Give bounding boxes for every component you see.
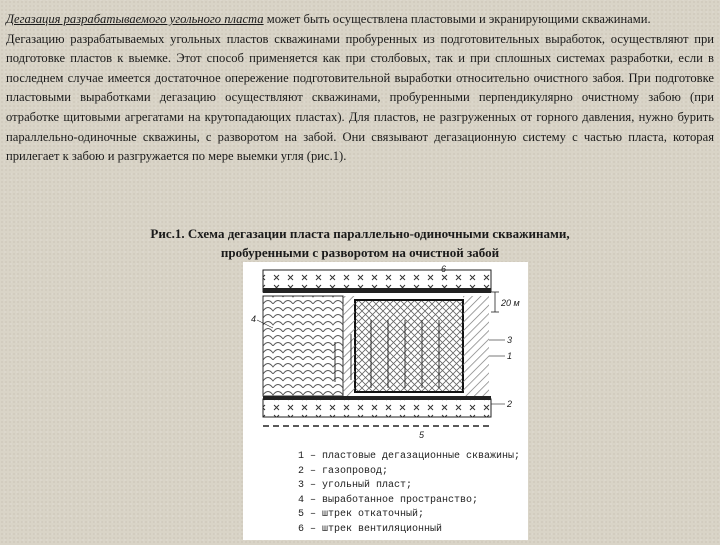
figure-caption bbox=[0, 224, 720, 262]
lead-phrase: Дегазация разрабатываемого угольного пласта bbox=[6, 12, 264, 26]
body-text bbox=[6, 10, 714, 167]
legend-item-6: 6 – штрек вентиляционный bbox=[298, 523, 443, 535]
caption-line-1: Рис.1. Схема дегазации пласта параллельно-одиночными скважинами, bbox=[150, 226, 570, 241]
label-2: 2 bbox=[507, 399, 513, 409]
dimension-label: 20 м bbox=[501, 298, 520, 308]
paragraph-1-rest: может быть осуществлена пластовыми и экранирующими скважинами. bbox=[263, 12, 651, 26]
label-4: 4 bbox=[251, 314, 257, 324]
figure-legend bbox=[298, 450, 528, 538]
haulage-drift bbox=[263, 399, 491, 417]
paragraph-2: Дегазацию разрабатываемых угольных пластов скважинами пробуренных из подготовительных выработок, осуществляют при подготовке пластов к выемке. Этот способ применяется как при столбовых, так и при сплошных системах разработки, если в последнем случае имеется достаточное опережение подготовительной выработки относительно очистного забоя. При подготовке пластовыми выработками дегазацию осуществляют скважинами, пробуренными перпендикулярно очистному забою (при отработке щитовыми агрегатами на крутопадающих пластах). Для пластов, не разгруженных от горного давления, нужно бурить параллельно-одиночные скважины, с разворотом на забой. Они связывают дегазационную систему с частью пласта, которая прилегает к забою и разгружается по мере выемки угля (рис.1). bbox=[6, 31, 714, 164]
label-3: 3 bbox=[507, 335, 513, 345]
legend-item-2: 2 – газопровод; bbox=[298, 465, 389, 477]
legend-item-4: 4 – выработанное пространство; bbox=[298, 494, 479, 506]
label-1: 1 bbox=[507, 351, 513, 361]
goaf-zone bbox=[263, 296, 343, 396]
label-6: 6 bbox=[441, 264, 447, 274]
label-5: 5 bbox=[419, 430, 425, 440]
paragraph-1 bbox=[6, 10, 714, 30]
caption-line-2: пробуренными с разворотом на очистной забой bbox=[220, 245, 500, 260]
legend-item-1: 1 – пластовые дегазационные скважины; bbox=[298, 451, 521, 462]
legend-item-5: 5 – штрек откаточный; bbox=[298, 509, 425, 521]
legend-item-3: 3 – угольный пласт; bbox=[298, 480, 413, 492]
